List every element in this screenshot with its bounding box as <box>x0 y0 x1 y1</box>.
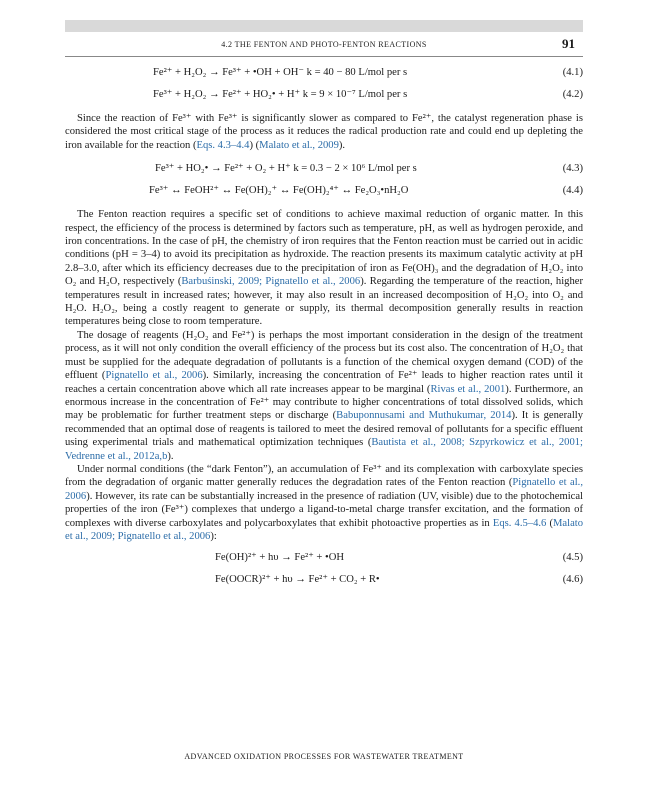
page-number: 91 <box>562 36 575 51</box>
header-rule <box>65 56 583 57</box>
text-run: Under normal conditions (the “dark Fenton”), an accumulation of Fe³⁺ and its complexation with carboxylate species from the degradation of organic matter generally reduces the degradation rates of the Fenton reaction ( <box>65 463 583 489</box>
citation-link[interactable]: Malato et al., 2009; Pignatello et al., 2006 <box>65 517 584 542</box>
paragraph-reaction-conditions <box>65 208 583 329</box>
equation-4-5 <box>65 547 583 569</box>
text-run: The Fenton reaction requires a specific set of conditions to achieve maximal reduction of organic matter. In this respect, the efficiency of the process is determined by factors such as temperature, pH, as well as hydrogen peroxide, and iron concentrations. In the case of pH, the chemistry of iron requires that the Fenton reaction must be carried out in acidic conditions (pH = 3–4) to avoid its precipitation as hydroxide. The reaction presents its maximum catalytic activity at pH 2.8–3.0, after which its efficiency decreases due to the precipitation of iron as Fe(OH)₃ and the degradation of H₂O₂ into O₂ and H₂O, respectively ( <box>65 209 583 288</box>
text-run: ) ( <box>249 139 260 151</box>
text-run: ). <box>338 139 346 151</box>
equation-text: Fe³⁺ + H₂O₂ → Fe²⁺ + HO₂• + H⁺ k = 9 × 10⁻⁷ L/mol per s <box>153 89 408 100</box>
citation-link[interactable]: Malato et al., 2009 <box>259 139 339 151</box>
text-run: ). Similarly, increasing the concentration of Fe²⁺ leads to higher reaction rates until it reaches a certain concentration above which all rate increases appear to be marginal ( <box>65 370 583 395</box>
text-run: ( <box>546 517 553 529</box>
paragraph-catalyst-regeneration <box>65 112 583 152</box>
equation-number: (4.2) <box>562 89 583 100</box>
citation-link[interactable]: Rivas et al., 2001 <box>430 383 506 395</box>
equation-number: (4.6) <box>562 574 583 586</box>
equation-4-1 <box>65 62 583 84</box>
equation-4-3 <box>65 158 583 180</box>
text-run: ). It is generally recommended that an optimal dose of reagents is tailored to meet the desired removal of pollutants for a specific effluent using experimental trials and mathematical optimization techniques ( <box>65 410 583 449</box>
paragraph-reagent-dosage <box>65 329 583 463</box>
citation-link[interactable]: Babuponnusami and Muthukumar, 2014 <box>336 410 512 422</box>
equation-reference-link[interactable]: Eqs. 4.3–4.4 <box>196 139 250 151</box>
citation-link[interactable]: Bautista et al., 2008; Szpyrkowicz et al., 2001; Vedrenne et al., 2012a,b <box>65 437 583 462</box>
equation-text: Fe(OH)²⁺ + hυ → Fe²⁺ + •OH <box>215 552 345 564</box>
equation-number: (4.4) <box>562 185 583 197</box>
citation-link[interactable]: Barbuśinski, 2009; Pignatello et al., 2006 <box>181 276 361 288</box>
equation-4-6 <box>65 569 583 591</box>
text-run: The dosage of reagents (H₂O₂ and Fe²⁺) is perhaps the most important consideration in the design of the treatment process, as it will not only condition the overall efficiency of the process but its cost also. The concentration of H₂O₂ that must be supplied for the adequate degradation of pollutants is a function of the chemical oxygen demand (COD) of the effluent ( <box>65 329 583 382</box>
equation-text: Fe³⁺ ↔ FeOH²⁺ ↔ Fe(OH)₂⁺ ↔ Fe(OH)₂⁴⁺ ↔ Fe₂O₃•nH₂O <box>149 185 409 197</box>
paragraph-dark-fenton <box>65 463 583 543</box>
text-run: ). Furthermore, an enormous increase in the concentration of Fe²⁺ may contribute to higher concentrations of total dissolved solids, which may be problematic for further treatment steps or discharge ( <box>65 383 584 422</box>
text-run: ): <box>210 530 217 542</box>
page-body <box>65 62 583 591</box>
equation-text: Fe(OOCR)²⁺ + hυ → Fe²⁺ + CO₂ + R• <box>215 574 380 586</box>
citation-link[interactable]: Pignatello et al., 2006 <box>105 370 203 382</box>
equation-text: Fe³⁺ + HO₂• → Fe²⁺ + O₂ + H⁺ k = 0.3 − 2 × 10⁶ L/mol per s <box>155 163 417 175</box>
equation-number: (4.3) <box>562 163 583 175</box>
text-run: Since the reaction of Fe³⁺ with Fe³⁺ is significantly slower as compared to Fe²⁺, the catalyst regeneration phase is considered the most critical stage of the process as it reduces the radical production rate and could end up depleting the iron available for the reaction ( <box>65 113 583 151</box>
equation-reference-link[interactable]: Eqs. 4.5–4.6 <box>492 517 547 529</box>
running-head <box>65 38 583 54</box>
equation-4-4 <box>65 180 583 202</box>
equation-number: (4.1) <box>562 67 583 78</box>
equation-4-2 <box>65 84 583 106</box>
running-title: 4.2 THE FENTON AND PHOTO-FENTON REACTIONS <box>221 40 427 49</box>
text-run: ). However, its rate can be substantially increased in the presence of radiation (UV, visible) due to the photochemical properties of the iron (Fe³⁺) complexes that undergo a ligand-to-metal charge transfer excitation, and the formation of complexes with diverse carboxylates and polycarboxylates that exhibit photoactive properties as in <box>65 490 583 529</box>
footer-book-title: ADVANCED OXIDATION PROCESSES FOR WASTEWATER TREATMENT <box>184 752 464 761</box>
equation-number: (4.5) <box>562 552 583 564</box>
text-run: ). Regarding the temperature of the reaction, higher temperatures result in increased rates; however, it may also result in an increased decomposition of H₂O₂ into O₂ and H₂O. H₂O₂, being a costly reagent to generate or supply, its thermal decomposition generally results in reaction temperatures being close to room temperature. <box>65 276 583 328</box>
citation-link[interactable]: Pignatello et al., 2006 <box>65 477 583 502</box>
text-run: ). <box>167 450 174 462</box>
header-bar <box>65 20 583 32</box>
equation-text: Fe²⁺ + H₂O₂ → Fe³⁺ + •OH + OH⁻ k = 40 − 80 L/mol per s <box>153 67 408 78</box>
